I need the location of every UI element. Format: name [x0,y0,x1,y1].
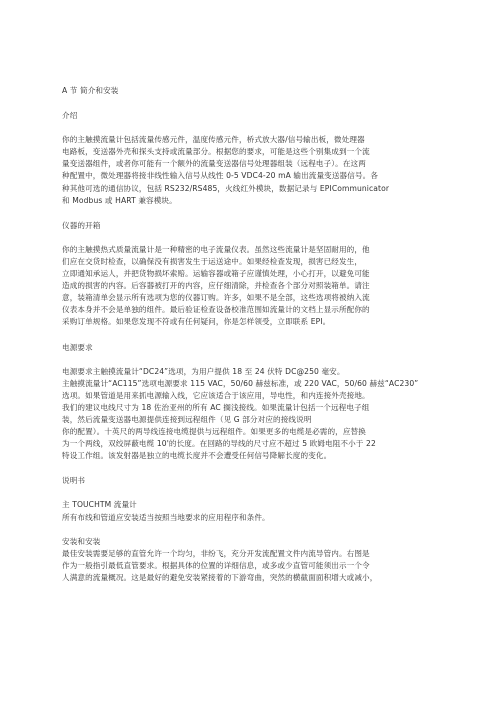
manual-line: 所有布线和管道应安装适当按照当地要求的应用程序和条件。 [62,512,270,522]
power-line: 主触摸流量计“AC115”选项电源要求 115 VAC，50/60 赫兹标准，或 220 VAC，50/60 赫兹“AC230” [62,378,419,388]
power-line: 你的配置）。十英尺的两导线连接电缆提供与远程组件。如果更多的电缆是必需的，应替换 [62,427,366,437]
power-line: 装，然后流量变送器电源提供连接到远程组件（见 G 部分对应的接线说明 [62,414,312,424]
unpacking-line: 仪表本身并不会是单独的组件。最后验证检查设备校准范围如流量计的文档上显示所配你的 [62,305,370,315]
unpacking-line: 造成的损害的内容。后容器被打开的内容，应仔细清除，并检查各个部分对照装箱单。请注 [62,281,370,291]
install-line: 最佳安装需要足够的直管允许一个均匀，非纷飞，充分开发流配置文件内流导管内。右图是 [62,548,370,558]
power-line: 特设工作组。该发射器是独立的电缆长度并不会遭受任何信号降解长度的变化。 [62,451,332,461]
power-line: 我们的建议电线尺寸为 18 佐治亚州的所有 AC 搁浅接线。如果流量计包括一个远程电子组 [62,402,370,412]
manual-heading: 说明书 [62,476,86,486]
power-line: 为一个两线，双绞屏蔽电缆 10'的长度。在回路的导线的尺寸应不超过 5 欧姆电阻不小于 22 [62,439,376,449]
power-line: 电源要求主触摸流量计“DC24”选项，为用户提供 18 至 24 伏特 DC@250 毫安。 [62,366,345,376]
unpacking-heading: 仪器的开箱 [62,220,101,230]
intro-line: 种配置中，微处理器将接非线性输入信号从线性 0-5 VDC4-20 mA 输出流量变送器信号。各 [62,171,379,181]
intro-line: 量变送器组件，或者你可能有一个额外的流量变送器信号处理器组装（远程电子）。在这两 [62,159,366,169]
unpacking-line: 立即通知承运人，并把货物损坏索赔。运输容器或箱子应谨慎处理，小心打开，以避免可能 [62,269,370,279]
unpacking-line: 你的主触摸热式质量流量计是一种精密的电子流量仪表。虽然这些流量计是坚固耐用的，他 [62,244,370,254]
power-heading: 电源要求 [62,342,93,352]
intro-line: 种其他可选的通信协议，包括 RS232/RS485，火线红外模块，数据记录与 EPICommunicator [62,183,390,193]
intro-line: 和 Modbus 或 HART 兼容模块。 [62,195,177,205]
manual-line: 主 TOUCHTM 流量计 [62,500,137,510]
section-title: A 节 简介和安装 [62,86,119,95]
intro-heading: 介绍 [62,111,78,121]
install-heading: 安装和安装 [62,536,101,546]
unpacking-line: 意，装箱清单会显示所有选项为您的仪器订购。许多，如果不是全部，这些选项将被纳入流 [62,293,370,303]
unpacking-paragraph [62,244,440,329]
power-paragraph [62,366,440,463]
power-line: 选项。如果管道是用来抓电源输入线，它应该适合于该应用，导电性，和内连接外壳接地。 [62,390,370,400]
manual-paragraph [62,499,440,523]
install-line: 人满意的流量概况。这是最好的避免安装紧接着的下游弯曲，突然的横截面面积增大或减小， [62,572,378,582]
intro-line: 电路板，变送器外壳和探头支持或流量部分。根据您的要求，可能是这些个别集成到一个流 [62,147,370,157]
install-paragraph [62,548,440,584]
intro-paragraph [62,134,440,207]
intro-line: 你的主触摸流量计包括流量传感元件，温度传感元件，桥式放大器/信号输出板，微处理器 [62,135,365,145]
unpacking-line: 采购订单规格。如果您发现不符或有任何疑问，你是怎样领受，立即联系 EPI。 [62,317,331,327]
unpacking-line: 们应在交货时检查，以确保没有损害发生于运送途中。如果经检查发现，损害已经发生， [62,256,363,266]
install-line: 作为一般指引最低直管要求。根据具体的位置的详细信息，或多或少直管可能须出示一个令 [62,560,370,570]
document-body [62,85,440,584]
